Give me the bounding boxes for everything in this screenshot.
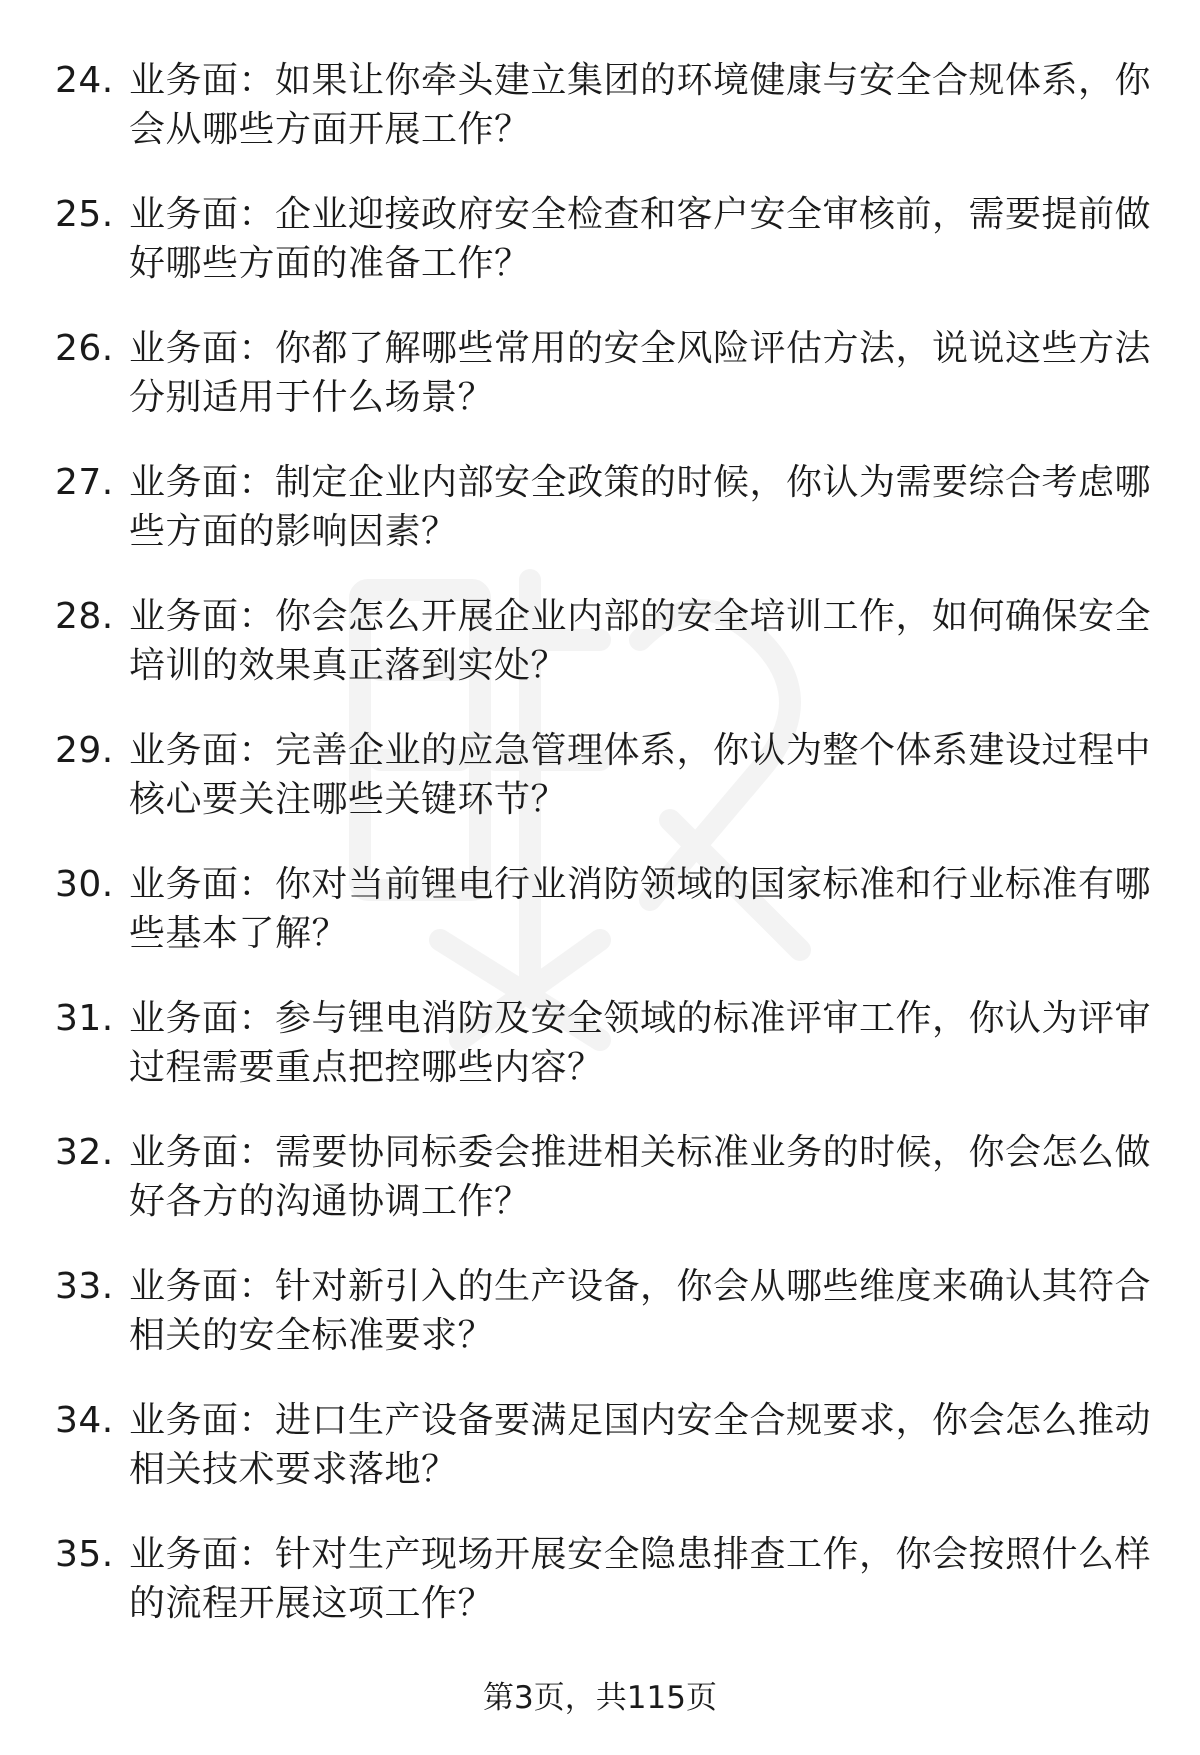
question-text: 业务面：制定企业内部安全政策的时候，你认为需要综合考虑哪些方面的影响因素？ xyxy=(129,462,1152,552)
question-text: 业务面：完善企业的应急管理体系，你认为整个体系建设过程中核心要关注哪些关键环节？ xyxy=(129,730,1152,820)
question-number: 26. xyxy=(55,328,114,369)
question-number: 28. xyxy=(55,596,114,637)
question-item xyxy=(55,1262,1155,1360)
question-number: 32. xyxy=(55,1132,114,1173)
question-number: 35. xyxy=(55,1534,114,1575)
question-item xyxy=(55,324,1155,422)
question-text: 业务面：如果让你牵头建立集团的环境健康与安全合规体系，你会从哪些方面开展工作？ xyxy=(129,60,1152,150)
question-number: 31. xyxy=(55,998,114,1039)
question-number: 29. xyxy=(55,730,114,771)
question-number: 27. xyxy=(55,462,114,503)
question-item xyxy=(55,190,1155,288)
question-text: 业务面：进口生产设备要满足国内安全合规要求，你会怎么推动相关技术要求落地？ xyxy=(129,1400,1152,1490)
question-number: 33. xyxy=(55,1266,114,1307)
question-item xyxy=(55,1396,1155,1494)
question-number: 24. xyxy=(55,60,114,101)
page-footer: 第3页，共115页 xyxy=(483,1680,717,1716)
question-text: 业务面：需要协同标委会推进相关标准业务的时候，你会怎么做好各方的沟通协调工作？ xyxy=(129,1132,1152,1222)
question-text: 业务面：你都了解哪些常用的安全风险评估方法，说说这些方法分别适用于什么场景？ xyxy=(129,328,1152,418)
question-item xyxy=(55,860,1155,958)
question-item xyxy=(55,592,1155,690)
question-text: 业务面：参与锂电消防及安全领域的标准评审工作，你认为评审过程需要重点把控哪些内容？ xyxy=(129,998,1152,1088)
question-item xyxy=(55,458,1155,556)
question-text: 业务面：你对当前锂电行业消防领域的国家标准和行业标准有哪些基本了解？ xyxy=(129,864,1152,954)
question-text: 业务面：针对生产现场开展安全隐患排查工作，你会按照什么样的流程开展这项工作？ xyxy=(129,1534,1152,1624)
question-number: 25. xyxy=(55,194,114,235)
question-item xyxy=(55,1128,1155,1226)
question-number: 30. xyxy=(55,864,114,905)
question-item xyxy=(55,994,1155,1092)
question-item xyxy=(55,1530,1155,1628)
question-item xyxy=(55,56,1155,154)
question-number: 34. xyxy=(55,1400,114,1441)
question-text: 业务面：企业迎接政府安全检查和客户安全审核前，需要提前做好哪些方面的准备工作？ xyxy=(129,194,1152,284)
question-text: 业务面：针对新引入的生产设备，你会从哪些维度来确认其符合相关的安全标准要求？ xyxy=(129,1266,1152,1356)
question-list xyxy=(55,56,1155,1664)
question-item xyxy=(55,726,1155,824)
question-text: 业务面：你会怎么开展企业内部的安全培训工作，如何确保安全培训的效果真正落到实处？ xyxy=(129,596,1152,686)
